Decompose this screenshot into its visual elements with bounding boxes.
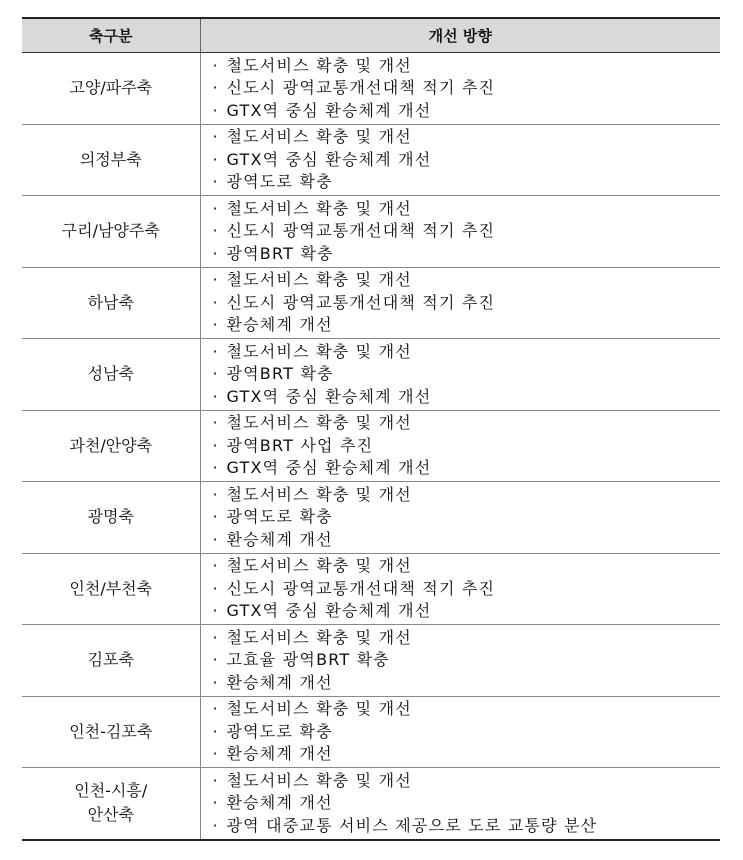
improvement-list-cell <box>200 267 720 339</box>
improvement-item <box>213 792 721 815</box>
improvement-item <box>213 627 721 650</box>
improvement-item-text: GTX역 중심 환승체계 개선 <box>226 458 432 477</box>
improvement-item-text: 철도서비스 확충 및 개선 <box>226 55 412 75</box>
improvement-item <box>213 149 721 172</box>
improvement-list-cell <box>200 696 720 768</box>
improvement-item <box>213 484 721 507</box>
header-axis-category: 축구분 <box>22 18 200 53</box>
bullet-icon: · <box>212 507 219 526</box>
bullet-icon: · <box>212 601 219 620</box>
improvement-item <box>213 220 721 243</box>
improvement-item-text: 광역도로 확충 <box>226 172 333 191</box>
bullet-icon: · <box>212 386 219 406</box>
improvement-item-text: GTX역 중심 환승체계 개선 <box>226 149 432 169</box>
bullet-icon: · <box>212 315 219 334</box>
improvement-item-text: 광역BRT 확충 <box>226 364 334 383</box>
improvement-item-text: 환승체계 개선 <box>226 793 333 812</box>
bullet-icon: · <box>212 770 219 790</box>
improvement-list-cell <box>200 553 720 625</box>
improvement-item-text: 신도시 광역교통개선대책 적기 추진 <box>226 78 496 97</box>
improvement-item <box>213 578 721 601</box>
axis-name-cell: 김포축 <box>22 625 200 697</box>
bullet-icon: · <box>212 793 219 812</box>
improvement-item-text: 신도시 광역교통개선대책 적기 추진 <box>226 292 496 312</box>
improvement-item <box>213 529 721 552</box>
improvement-list-cell <box>200 124 720 196</box>
bullet-icon: · <box>212 364 219 383</box>
improvement-item-text: 광역 대중교통 서비스 제공으로 도로 교통량 분산 <box>226 815 598 835</box>
table-row <box>22 553 720 625</box>
improvement-item-text: 광역도로 확충 <box>226 507 333 526</box>
improvement-list-cell <box>200 410 720 482</box>
improvement-item <box>213 198 721 221</box>
improvement-item-text: GTX역 중심 환승체계 개선 <box>226 386 432 406</box>
table-row <box>22 267 720 339</box>
axis-name-cell: 인천-김포축 <box>22 696 200 768</box>
bullet-icon: · <box>212 413 219 432</box>
improvement-item <box>213 171 721 194</box>
improvement-item <box>213 292 721 315</box>
table-row <box>22 482 720 554</box>
improvement-item-text: 철도서비스 확충 및 개선 <box>226 127 412 146</box>
bullet-icon: · <box>212 627 219 647</box>
improvement-item <box>213 770 721 793</box>
bullet-icon: · <box>212 243 219 263</box>
improvement-item-text: 철도서비스 확충 및 개선 <box>226 556 412 575</box>
table-row <box>22 53 720 125</box>
axis-name-cell: 구리/남양주축 <box>22 196 200 268</box>
improvement-item-text: 광역도로 확충 <box>226 721 333 741</box>
bullet-icon: · <box>212 149 219 169</box>
improvement-item-text: 신도시 광역교통개선대책 적기 추진 <box>226 221 496 240</box>
axis-name-cell: 과천/안양축 <box>22 410 200 482</box>
axis-name-cell: 하남축 <box>22 267 200 339</box>
table-row <box>22 339 720 411</box>
improvement-item <box>213 100 721 123</box>
improvement-item <box>213 555 721 578</box>
improvement-item <box>213 386 721 409</box>
axis-name-cell: 성남축 <box>22 339 200 411</box>
improvement-item <box>213 672 721 695</box>
improvement-item <box>213 269 721 292</box>
improvement-item-text: 철도서비스 확충 및 개선 <box>226 198 412 218</box>
table-row <box>22 696 720 768</box>
bullet-icon: · <box>212 672 219 692</box>
improvement-item <box>213 243 721 266</box>
bullet-icon: · <box>212 699 219 718</box>
improvement-list-cell <box>200 339 720 411</box>
axis-name-line: 안산축 <box>87 805 134 825</box>
improvement-item-text: 철도서비스 확충 및 개선 <box>226 484 412 504</box>
bullet-icon: · <box>212 100 219 120</box>
improvement-item-text: 신도시 광역교통개선대책 적기 추진 <box>226 578 496 598</box>
bullet-icon: · <box>212 650 219 669</box>
improvement-item-text: 철도서비스 확충 및 개선 <box>226 341 412 361</box>
improvement-item <box>213 457 721 480</box>
bullet-icon: · <box>212 127 219 146</box>
header-row <box>22 18 720 53</box>
improvement-direction-table <box>22 17 720 841</box>
improvement-item <box>213 435 721 458</box>
table-row <box>22 768 720 840</box>
bullet-icon: · <box>212 292 219 312</box>
axis-name-cell: 의정부축 <box>22 124 200 196</box>
improvement-item <box>213 721 721 744</box>
improvement-item-text: 환승체계 개선 <box>226 744 333 763</box>
axis-name-line: 인천-시흥/ <box>74 781 148 801</box>
improvement-item <box>213 649 721 672</box>
bullet-icon: · <box>212 721 219 741</box>
improvement-item-text: 광역BRT 확충 <box>226 243 334 263</box>
header-improvement-direction: 개선 방향 <box>200 18 720 53</box>
improvement-item <box>213 698 721 721</box>
improvement-list-cell <box>200 482 720 554</box>
improvement-item-text: GTX역 중심 환승체계 개선 <box>226 601 432 620</box>
table-row <box>22 410 720 482</box>
bullet-icon: · <box>212 744 219 763</box>
bullet-icon: · <box>212 341 219 361</box>
improvement-item <box>213 363 721 386</box>
bullet-icon: · <box>212 556 219 575</box>
improvement-item <box>213 815 721 838</box>
improvement-item <box>213 314 721 337</box>
bullet-icon: · <box>212 815 219 835</box>
bullet-icon: · <box>212 578 219 598</box>
improvement-item-text: 철도서비스 확충 및 개선 <box>226 270 412 289</box>
improvement-item-text: GTX역 중심 환승체계 개선 <box>226 100 432 120</box>
improvement-item <box>213 743 721 766</box>
axis-name-cell: 인천/부천축 <box>22 553 200 625</box>
improvement-item-text: 환승체계 개선 <box>226 315 333 334</box>
table-row <box>22 196 720 268</box>
bullet-icon: · <box>212 172 219 191</box>
improvement-item-text: 철도서비스 확충 및 개선 <box>226 770 412 790</box>
improvement-item-text: 고효율 광역BRT 확충 <box>226 650 390 669</box>
improvement-item-text: 환승체계 개선 <box>226 672 333 692</box>
improvement-list-cell <box>200 625 720 697</box>
bullet-icon: · <box>212 55 219 75</box>
bullet-icon: · <box>212 435 219 455</box>
improvement-item <box>213 126 721 149</box>
bullet-icon: · <box>212 221 219 240</box>
bullet-icon: · <box>212 484 219 504</box>
bullet-icon: · <box>212 458 219 477</box>
improvement-item-text: 환승체계 개선 <box>226 529 333 549</box>
improvement-list-cell <box>200 53 720 125</box>
improvement-item <box>213 506 721 529</box>
improvement-item <box>213 600 721 623</box>
improvement-item <box>213 77 721 100</box>
improvement-list-cell <box>200 768 720 840</box>
improvement-item-text: 철도서비스 확충 및 개선 <box>226 699 412 718</box>
axis-name-cell: 광명축 <box>22 482 200 554</box>
table-row <box>22 625 720 697</box>
table-row <box>22 124 720 196</box>
bullet-icon: · <box>212 198 219 218</box>
table-header <box>22 18 720 53</box>
bullet-icon: · <box>212 78 219 97</box>
axis-name-cell <box>22 768 200 840</box>
improvement-list-cell <box>200 196 720 268</box>
improvement-item <box>213 55 721 78</box>
table-body <box>22 53 720 840</box>
improvement-item <box>213 341 721 364</box>
improvement-item-text: 철도서비스 확충 및 개선 <box>226 627 412 647</box>
bullet-icon: · <box>212 270 219 289</box>
axis-name-cell: 고양/파주축 <box>22 53 200 125</box>
bullet-icon: · <box>212 529 219 549</box>
improvement-item-text: 철도서비스 확충 및 개선 <box>226 413 412 432</box>
improvement-item-text: 광역BRT 사업 추진 <box>226 435 374 455</box>
improvement-item <box>213 412 721 435</box>
